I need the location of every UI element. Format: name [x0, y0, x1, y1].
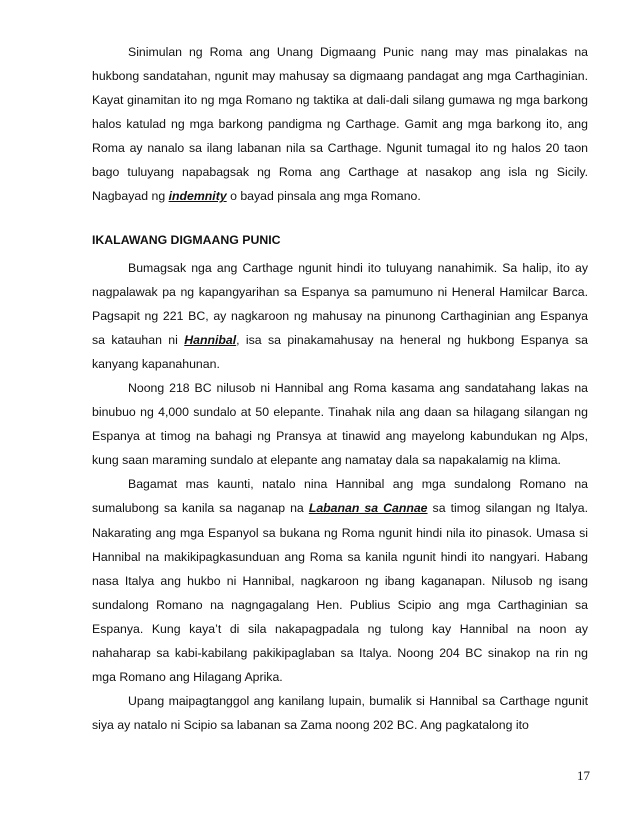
- paragraph-text: Bagamat mas kaunti, natalo nina Hannibal ang mga sundalong Romano na sumalubong sa kanila sa naganap na: [92, 477, 588, 516]
- emphasized-term-indemnity: indemnity: [168, 189, 227, 204]
- paragraph-first-punic-war: [92, 40, 588, 208]
- paragraph-text: Sinimulan ng Roma ang Unang Digmaang Punic nang may mas pinalakas na hukbong sandatahan, ngunit may mahusay sa digmaang pandagat ang mga Carthaginian. Kayat ginamitan ito ng mga Romano ng taktika at dali-dali silang gumawa ng mga barkong halos katulad ng mga barkong pandigma ng Carthage. Gamit ang mga barkong ito, ang Roma ay nanalo sa ilang labanan nila sa Carthage. Ngunit tumagal ito ng halos 20 taon bago tuluyang napabagsak ng Roma ang Carthage at nasakop ang isla ng Sicily. Nagbayad ng: [92, 45, 588, 204]
- paragraph-cannae: [92, 472, 588, 688]
- emphasized-term-cannae: Labanan sa Cannae: [308, 501, 428, 516]
- paragraph-zama: Upang maipagtanggol ang kanilang lupain, bumalik si Hannibal sa Carthage ngunit siya ay natalo ni Scipio sa labanan sa Zama noong 202 BC. Ang pagkatalong ito: [92, 693, 588, 732]
- second-punic-war-section: [92, 256, 588, 737]
- page-number: 17: [577, 768, 590, 783]
- paragraph-hannibal-alps: Noong 218 BC nilusob ni Hannibal ang Roma kasama ang sandatahang lakas na binubuo ng 4,000 sundalo at 50 elepante. Tinahak nila ang daan sa hilagang silangan ng Espanya at timog na bahagi ng Pransya at tinawid ang mayelong kabundukan ng Alps, kung saan maraming sundalo at elepante ang namatay dala sa napakalamig na klima.: [92, 381, 588, 468]
- intro-section: [92, 40, 588, 208]
- paragraph-text: , isa sa pinakamahusay na heneral ng hukbong Espanya sa kanyang kapanahunan.: [92, 333, 588, 372]
- paragraph-text: sa timog silangan ng Italya. Nakarating ang mga Espanyol sa bukana ng Roma ngunit hindi nila ito pinasok. Umasa si Hannibal na makikipagkasunduan ang Roma sa kanila ngunit hindi ito nangyari. Habang nasa Italya ang hukbo ni Hannibal, nagkaroon ng ibang kaganapan. Nilusob ng isang sundalong Romano na nagngagalang Hen. Publius Scipio ang mga Carthaginian sa Espanya. Kung kaya’t di sila nakapagpadala ng tulong kay Hannibal na noon ay nahaharap sa kabi-kabilang pakikipaglaban sa Italya. Noong 204 BC sinakop na rin ng mga Romano ang Hilagang Aprika.: [92, 501, 589, 684]
- paragraph-text: Bumagsak nga ang Carthage ngunit hindi ito tuluyang nanahimik. Sa halip, ito ay nagpalawak pa ng kapangyarihan sa Espanya sa pamumuno ni Heneral Hamilcar Barca. Pagsapit ng 221 BC, ay nagkaroon ng mahusay na pinunong Carthaginian ang Espanya sa katauhan ni: [92, 261, 588, 348]
- emphasized-term-hannibal: Hannibal: [184, 333, 237, 348]
- paragraph-text: o bayad pinsala ang mga Romano.: [226, 189, 421, 204]
- section-heading: IKALAWANG DIGMAANG PUNIC: [92, 233, 281, 247]
- paragraph-carthage-spain: [92, 256, 588, 376]
